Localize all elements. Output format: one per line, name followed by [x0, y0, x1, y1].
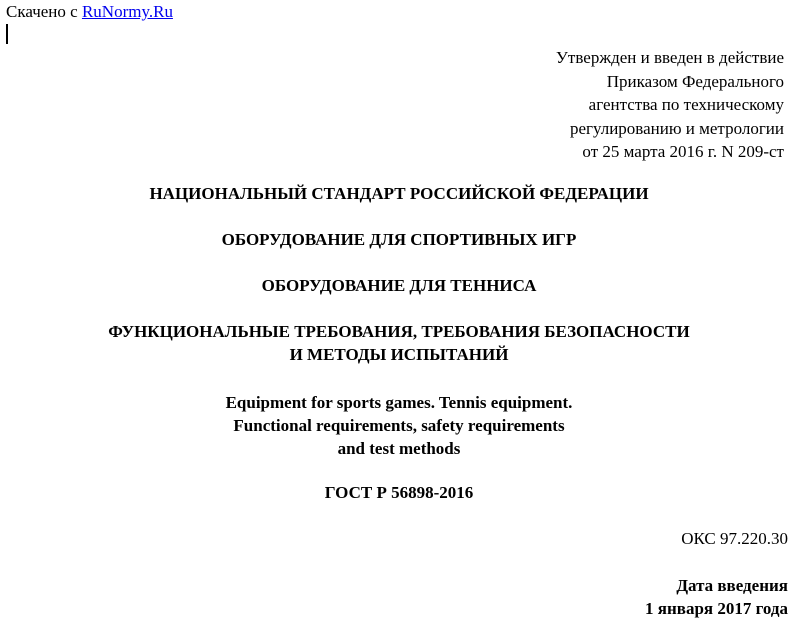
introduction-date — [645, 574, 788, 620]
approval-block — [556, 46, 784, 164]
standard-heading: НАЦИОНАЛЬНЫЙ СТАНДАРТ РОССИЙСКОЙ ФЕДЕРАЦИИ — [149, 184, 649, 203]
gost-code: ГОСТ Р 56898-2016 — [324, 483, 474, 502]
approval-line-1: Утвержден и введен в действие — [555, 48, 784, 67]
introduction-date-value: 1 января 2017 года — [645, 599, 788, 618]
oks-code: ОКС 97.220.30 — [681, 529, 788, 548]
english-title — [0, 391, 790, 460]
source-link[interactable]: RuNormy.Ru — [81, 2, 173, 21]
english-title-line-1: Equipment for sports games. Tennis equipment. — [225, 393, 573, 412]
source-line — [6, 2, 173, 22]
standard-title-3 — [0, 320, 790, 366]
approval-line-4: регулированию и метрологии — [569, 118, 784, 138]
standard-title-3-line-1: ФУНКЦИОНАЛЬНЫЕ ТРЕБОВАНИЯ, ТРЕБОВАНИЯ БЕЗОПАСНОСТИ — [108, 322, 690, 341]
approval-line-3: агентства по техническому — [588, 95, 784, 114]
standard-title-1: ОБОРУДОВАНИЕ ДЛЯ СПОРТИВНЫХ ИГР — [221, 230, 577, 249]
english-title-line-3: and test methods — [337, 439, 461, 458]
approval-line-2: Приказом Федерального — [606, 71, 784, 91]
standard-title-2: ОБОРУДОВАНИЕ ДЛЯ ТЕННИСА — [261, 276, 537, 295]
english-title-line-2: Functional requirements, safety requirements — [233, 416, 565, 435]
source-prefix: Скачено с — [6, 2, 82, 21]
approval-line-5: от 25 марта 2016 г. N 209-ст — [582, 142, 784, 161]
standard-title-3-line-2: И МЕТОДЫ ИСПЫТАНИЙ — [289, 345, 509, 364]
introduction-date-label: Дата введения — [676, 576, 788, 595]
text-cursor — [6, 24, 8, 44]
